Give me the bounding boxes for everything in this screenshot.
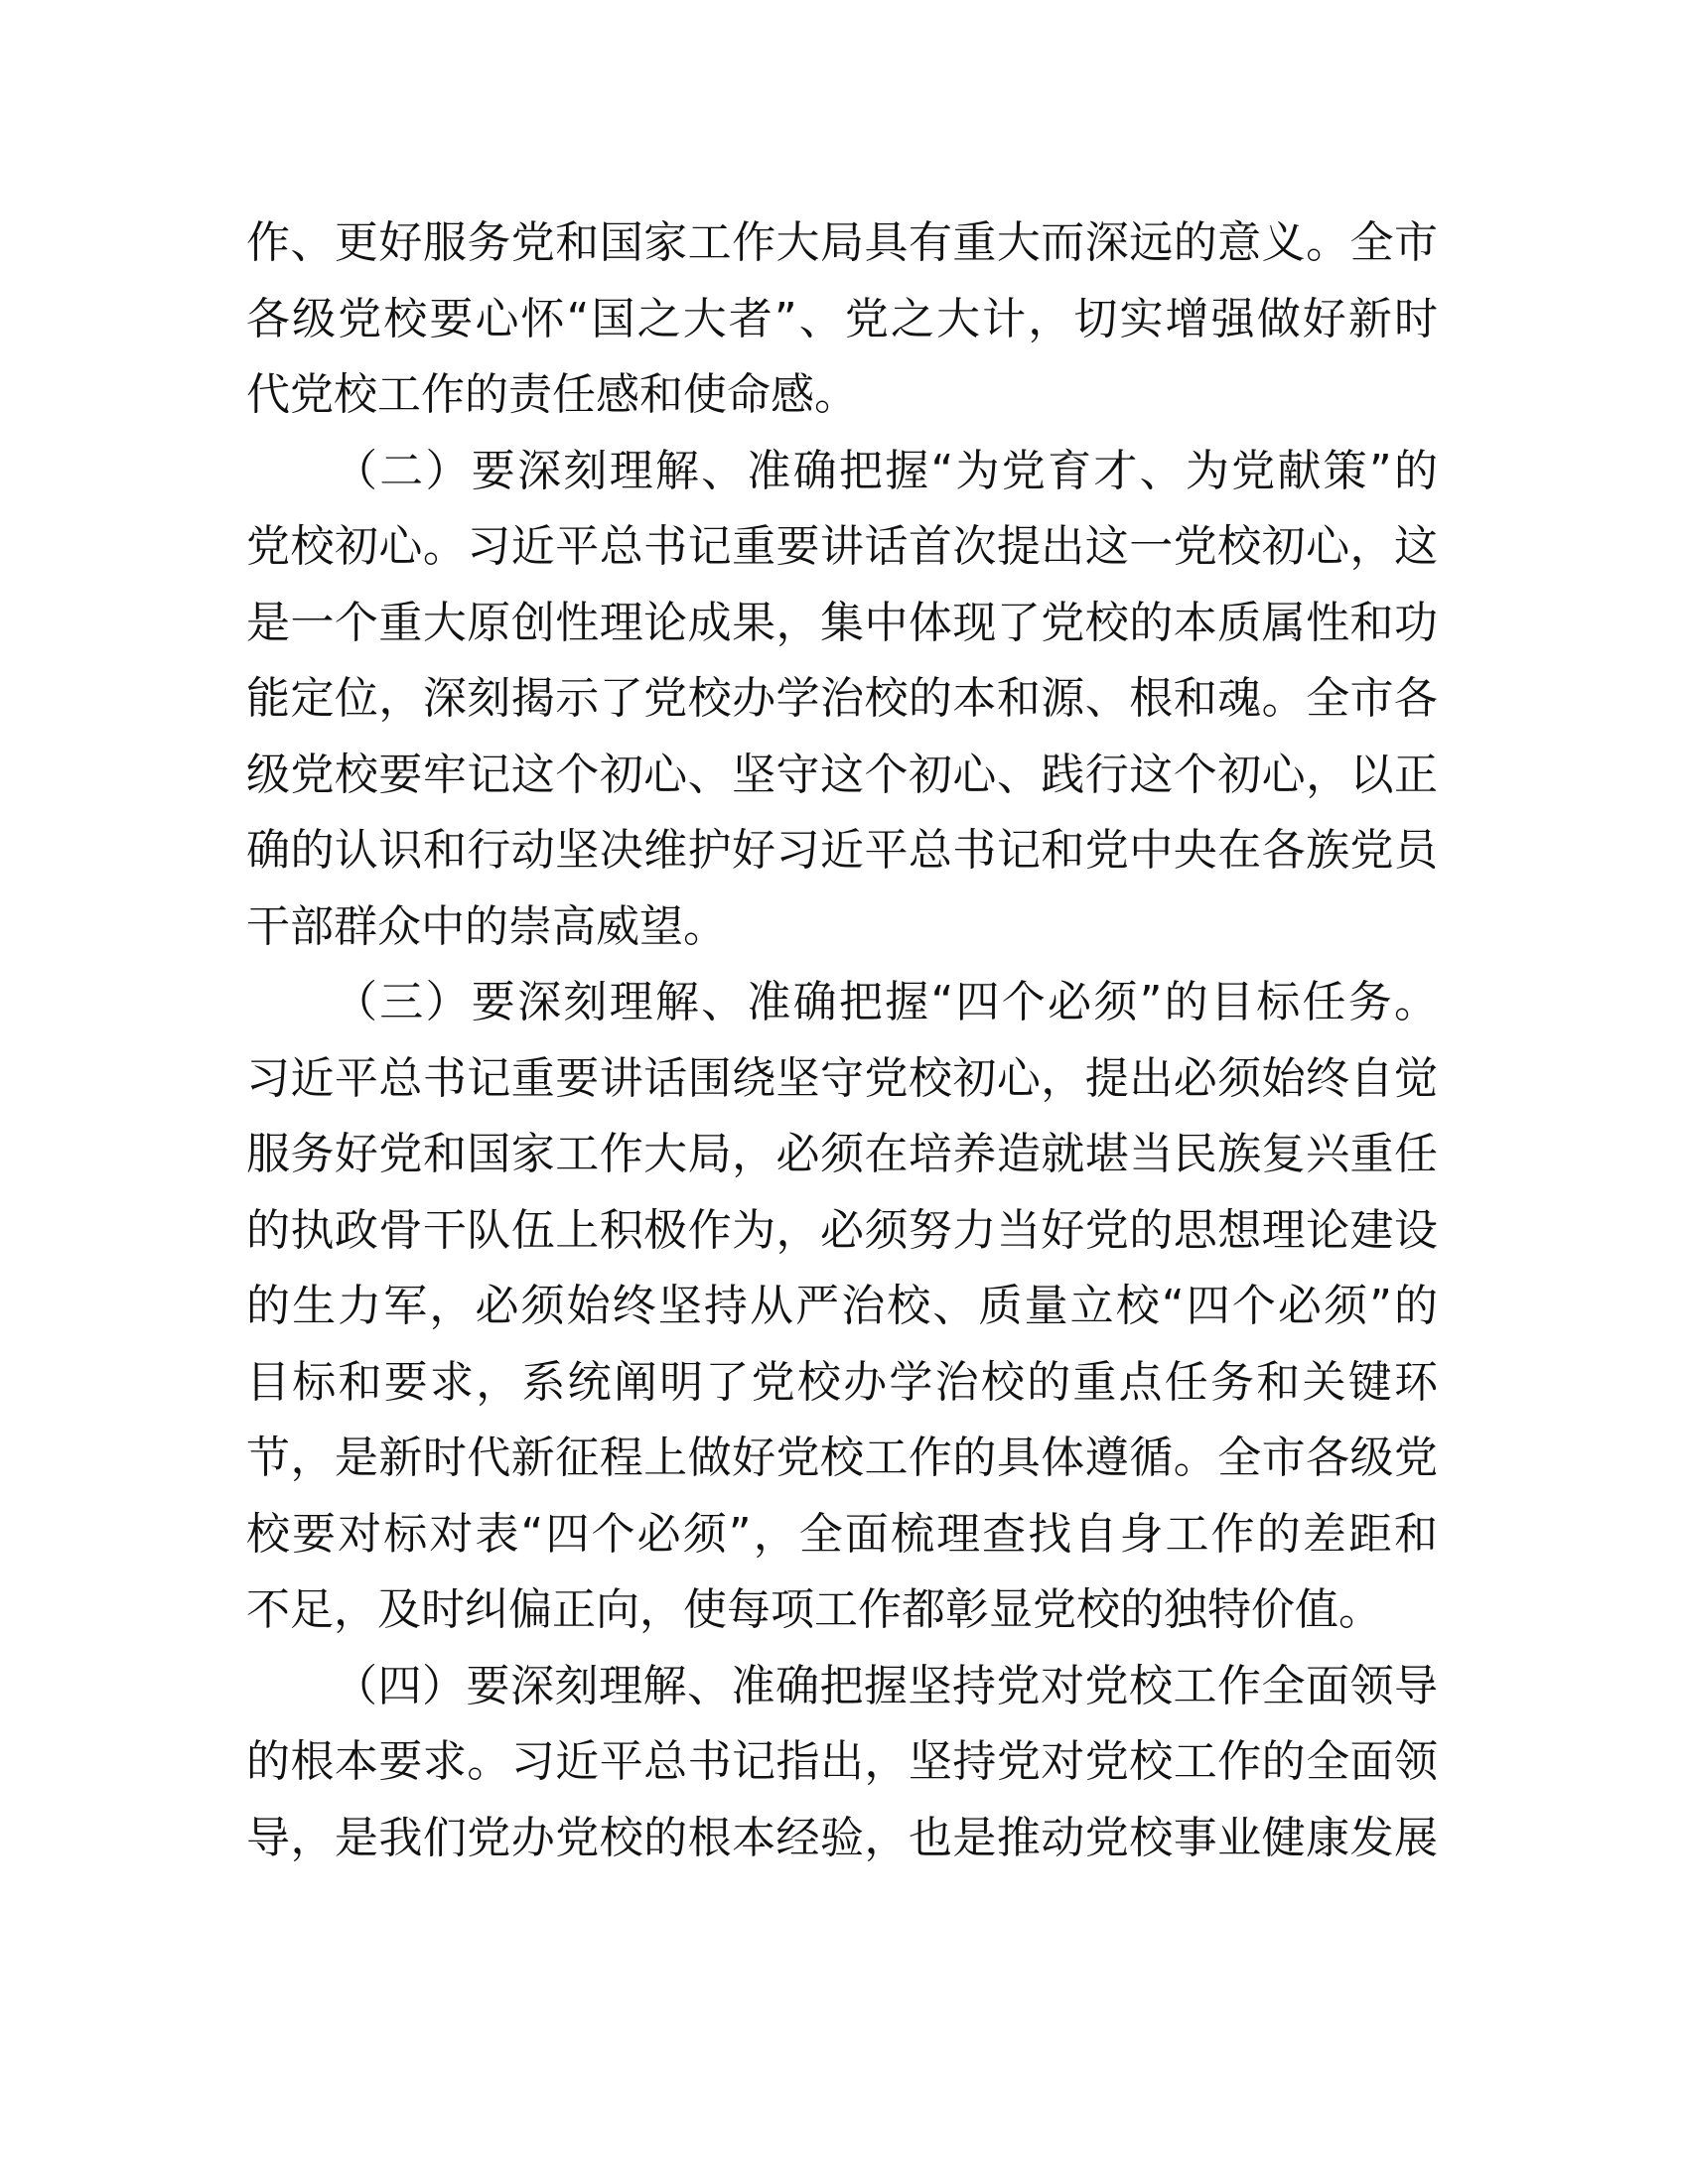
text-line: 导，是我们党办党校的根本经验，也是推动党校事业健康发展 (246, 1812, 1438, 1863)
text-line: 的生力军，必须始终坚持从严治校、质量立校“四个必须”的 (246, 1281, 1438, 1331)
text-line: （四）要深刻理解、准确把握坚持党对党校工作全面领导 (334, 1660, 1438, 1711)
body-text (246, 205, 1438, 1876)
paragraph-4 (246, 1649, 1438, 1877)
text-line: 党校初心。习近平总书记重要讲话首次提出这一党校初心，这 (246, 521, 1438, 572)
text-line: 校要对标对表“四个必须”，全面梳理查找自身工作的差距和 (246, 1508, 1438, 1560)
paragraph-1 (246, 205, 1438, 434)
text-line: 级党校要牢记这个初心、坚守这个初心、践行这个初心，以正 (246, 749, 1438, 800)
text-line: （二）要深刻理解、准确把握“为党育才、为党献策”的 (334, 445, 1438, 496)
text-line: 的根本要求。习近平总书记指出，坚持党对党校工作的全面领 (246, 1736, 1438, 1787)
text-line: 目标和要求，系统阐明了党校办学治校的重点任务和关键环 (246, 1356, 1438, 1408)
paragraph-3 (246, 965, 1438, 1649)
text-line: 各级党校要心怀“国之大者”、党之大计，切实增强做好新时 (246, 293, 1438, 344)
text-line: 是一个重大原创性理论成果，集中体现了党校的本质属性和功 (246, 597, 1438, 648)
text-line: 确的认识和行动坚决维护好习近平总书记和党中央在各族党员 (246, 825, 1438, 876)
text-line: 的执政骨干队伍上积极作为，必须努力当好党的思想理论建设 (246, 1204, 1438, 1256)
text-line: 干部群众中的崇高威望。 (246, 900, 727, 952)
text-line: 作、更好服务党和国家工作大局具有重大而深远的意义。全市 (246, 217, 1438, 268)
text-line: 能定位，深刻揭示了党校办学治校的本和源、根和魂。全市各 (246, 673, 1438, 724)
text-line: 代党校工作的责任感和使命感。 (246, 369, 858, 420)
text-line: （三）要深刻理解、准确把握“四个必须”的目标任务。 (334, 977, 1438, 1027)
paragraph-2 (246, 434, 1438, 966)
text-line: 服务好党和国家工作大局，必须在培养造就堪当民族复兴重任 (246, 1129, 1438, 1179)
text-line: 节，是新时代新征程上做好党校工作的具体遵循。全市各级党 (246, 1433, 1438, 1483)
text-line: 习近平总书记重要讲话围绕坚守党校初心，提出必须始终自觉 (246, 1052, 1438, 1104)
text-line: 不足，及时纠偏正向，使每项工作都彰显党校的独特价值。 (246, 1584, 1382, 1635)
